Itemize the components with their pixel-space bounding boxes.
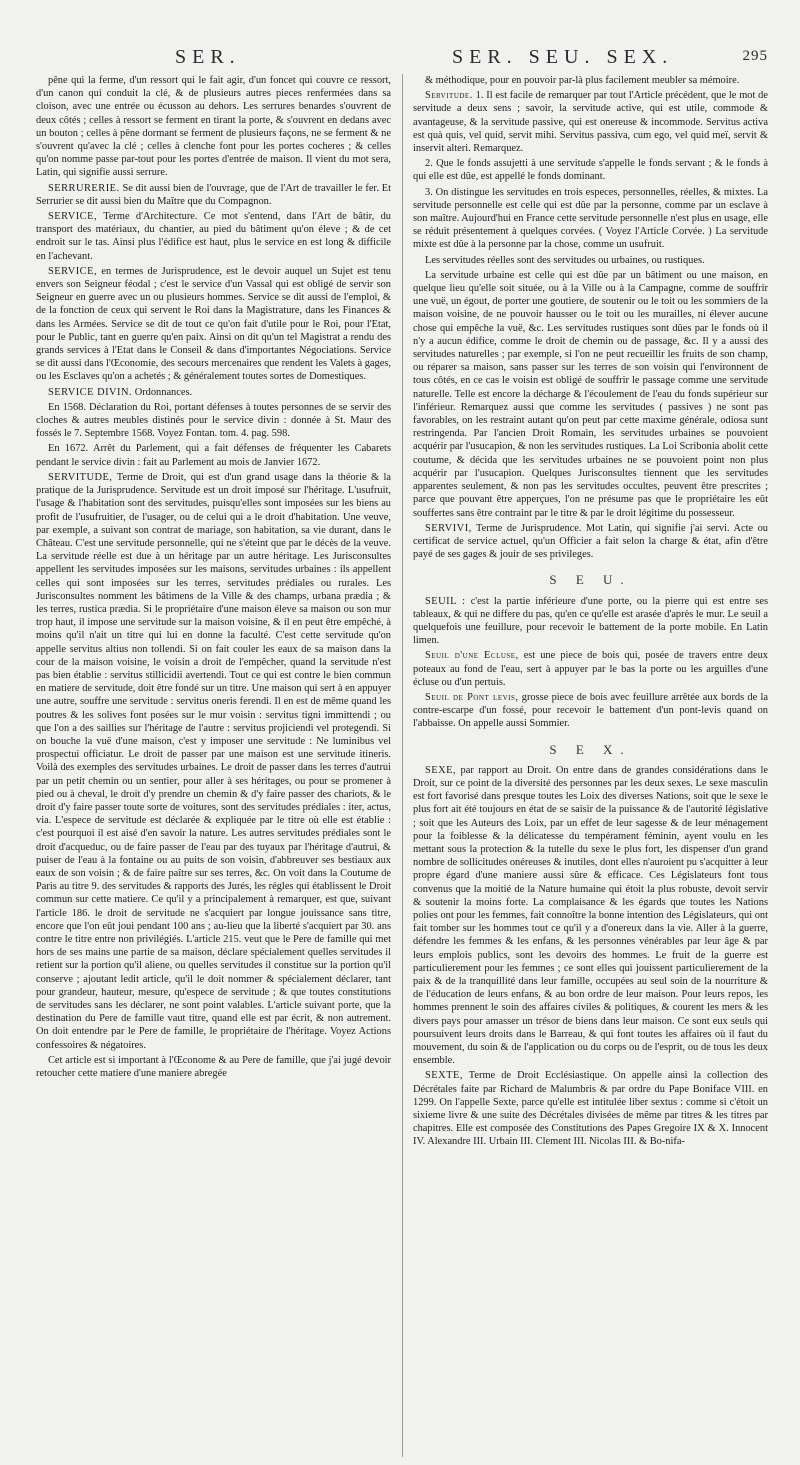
entry-headword: Servitude. [425,90,473,102]
entry-headword: SERVICE DIVIN. [48,386,133,398]
paragraph [36,386,391,399]
paragraph-text: 3. On distingue les servitudes en trois especes, personnelles, réelles, & mixtes. La servitude personnelle est celle qui est dûe par la personne, comme par un esclave à son maître. Aujourd'hui en France cette servitude personnelle n'est plus en usage, elle se réduit présentement à quelques corvées. ( Voyez l'Article Corvée. ) La servitude mixte est dûe à la personne par la chose, comme un usufruit. [413,186,768,251]
right-column [413,74,768,1457]
paragraph [36,182,391,208]
text-columns [36,74,768,1457]
paragraph [413,269,768,520]
running-head [0,46,800,70]
paragraph-text: est une piece de bois qui, posée de travers entre deux poteaux au fond de l'eau, sert à appuyer par le bas la porte ou les arguilles d'une écluse ou d'un pertuis. [413,650,768,688]
paragraph [413,595,768,648]
entry-headword: Seuil d'une Ecluse, [425,650,519,662]
paragraph [413,522,768,562]
paragraph [36,401,391,441]
paragraph [413,691,768,731]
paragraph [413,89,768,155]
paragraph [413,254,768,267]
entry-headword: SEXTE, [425,1070,463,1082]
entry-headword: SERVICE, [48,265,98,277]
left-column [36,74,391,1457]
entry-headword: SEXE, [425,764,457,776]
paragraph-text: En 1568. Déclaration du Roi, portant défenses à toutes personnes de se servir des cloches & autres meubles distinés pour le service divin : donnée à St. Maur des fossés le 7. Septembre 1568. Voyez Fontan. tom. 4. pag. 598. [36,401,391,440]
paragraph [413,74,768,87]
paragraph-text: Terme de Droit Ecclésiastique. On appelle ainsi la collection des Décrétales faite par Richard de Malumbris & par ordre du Pape Boniface VIII. en 1299. On l'appelle Sexte, parce qu'elle est intitulée liber sextus : comme si c'étoit un sixieme livre & une suite des Décrétales divisées de même par titres & les titres par chapitres. Elle est composée des Constitutions des Papes Gregoire IX & X. Innocent IV. Alexandre III. Urbain III. Clement III. Nicolas III. & Bo-nifa- [413,1070,768,1148]
paragraph [413,186,768,252]
paragraph [36,210,391,263]
entry-headword: SERVICE, [48,211,98,223]
running-head-right: SER. SEU. SEX. [452,46,674,68]
paragraph-text: c'est la partie inférieure d'une porte, ou la pierre qui est entre ses tableaux, & qui ne differe du pas, qu'en ce qu'elle est arasée d'après le mur. Le seuil a quelquefois une feuillure, pour recevoir le battement de la porte mobile. En Latin limen. [413,595,768,647]
entry-headword: Seuil de Pont levis, [425,691,519,703]
running-head-left: SER. [175,46,241,68]
paragraph-text: Cet article est si important à l'Œconome & au Pere de famille, que j'ai jugé devoir retoucher cette matiere d'une maniere abregée [36,1054,391,1080]
section-heading: S E U. [549,572,632,588]
paragraph [36,471,391,1052]
paragraph-text: 1. Il est facile de remarquer par tout l'Article précédent, que le mot de servitude a deux sens ; savoir, la servitude active, qui est utile, commode & avantageuse, & la servitude passive, qui est onereuse & incommode. Servitus activa est quà quis, vel quid, servit mihi. Servitus passiva, cum ego, vel quid meï, servit & inservit alteri. Remarquez. [413,90,768,155]
paragraph-text: La servitude urbaine est celle qui est dûe par un bâtiment ou une maison, en quelque lieu qu'elle soit située, ou à la Ville ou à la Campagne, comme de souffrir une vuë, un égout, de porter une goutiere, de soutenir ou le toit ou les sommiers de la maison voisine, de ne pouvoir hausser ou le toit ou les murailles, ni élever aucune chose qui empêche la vuë, &c. Les servitudes rustiques sont dûes par le fonds où il n'y a aucun édifice, comme le droit de chemin ou de passage, &c. Il y a aussi des servitudes naturelles ; par exemple, si l'on ne peut recueillir les fruits de son champ, ou réparer sa maison, sans passer sur les terres de son voisin qui l'environnent de tous côtés, en ce cas le voisin est obligé de souffrir le passage comme une servitude naturelle. Telle est encore la décharge & l'écoulement de l'eau du fonds supérieur sur l'inférieur. Remarquez aussi que comme les servitudes ( passives ) ne sont pas favorables, on les restraint autant qu'on peut par cette maxime générale, odiosa sunt restringenda. Par l'ancien Droit Romain, les servitudes urbaines se pouvoient acquérir par l'usucapion, & non les servitudes rustiques. La Loi Scribonia abolit cette coutume, & décida que les servitudes urbaines ne se pouvoient point non plus acquérir par l'usucapion. Quelques Jurisconsultes tiennent que les servitudes apparentes seulement, & non pas les servitudes occultes, peuvent être prescrites ; parce que pouvant être apperçues, l'on ne présume pas que le propriétaire les eût souffertes sans être contraint par le titre & par le droit légitime du possesseur. [413,269,768,519]
paragraph-text: Terme de Jurisprudence. Mot Latin, qui signifie j'ai servi. Acte ou certificat de service actuel, qu'un Officier a fait selon la charge & état, afin d'être payé de ses gages & jouir de ses privileges. [413,522,768,561]
page-number: 295 [742,48,768,64]
entry-headword: SERRURERIE. [48,182,120,194]
paragraph [413,1069,768,1148]
paragraph [36,442,391,468]
column-divider [402,74,403,1457]
paragraph-text: Terme d'Architecture. Ce mot s'entend, dans l'Art de bâtir, du transport des matériaux, du chantier, au pied du bâtiment qu'on éleve ; & de cet endroit sur le tas. Ainsi plus l'édifice est haut, plus le service en est long & difficile en l'achevant. [36,211,391,262]
paragraph [36,265,391,384]
paragraph-text: grosse piece de bois avec feuillure arrêtée aux bords de la contre-escarpe d'un fossé, pour recevoir le battement d'un pont-levis quand on l'abbaisse. On appelle aussi Sommier. [413,691,768,730]
paragraph-text: Les servitudes réelles sont des servitudes ou urbaines, ou rustiques. [425,254,705,266]
paragraph-text: En 1672. Arrêt du Parlement, qui a fait défenses de fréquenter les Cabarets pendant le service divin : fait au Parlement au mois de Janvier 1672. [36,443,391,468]
paragraph [413,157,768,183]
paragraph-text: Terme de Droit, qui est d'un grand usage dans la théorie & la pratique de la Jurisprudence. Servitude est un droit imposé sur l'héritage. L'usufruit, l'usage & l'habitation sont des servitudes, puisqu'elles sont imposées sur les biens au profit de l'usufruitier, de l'usager, ou de celui qui a le droit d'habitation. Une veuve, par exemple, a suivant son contrat de mariage, son habitation, sa vie durant, dans le Château. C'est une servitude personnelle, qui ne s'éteint que par le décès de la veuve. La servitude réelle est due à un héritage par un autre héritage. Les Jurisconsultes appellent les servitudes imposées sur les maisons, servitudes urbaines : ils appellent celles qui sont imposées sur les terres, servitudes prédiales ou rurales. Les Jurisconsultes nomment les bâtimens de la Ville & des champs, urbana prædia ; & les terres, rustica prædia. Si le propriétaire d'une maison éleve sa maison ou son mur trop haut, il impose une servitude sur la maison voisine, & il en peut être empêché, à moins qu'il n'ait un titre qui lui en donne la faculté. C'est cette servitude qu'on appelle servitus altius non tollendi. Si on fait couler les eaux de sa maison dans la cour de la maison voisine, le voisin a droit de l'empêcher, quand la servitude n'est pas bien établie : servitus stillicidii avertendi. Tout ce qui est contre le bien commun en matiere de servitude, doit être fondé sur un titre. Une maison qui sert à en appuyer une autre, souffre une servitude : servitus oneris ferendi. Il en est de même quand les poutres & les solives font posées sur le mur voisin : servitus tigni immittendi ; ou que l'on a des saillies sur l'héritage de l'autre : servitus projiciendi vel protegendi. Si on bouche la vuë d'une maison, c'est y imposer une servitude : Ne luminibus vel prospectui officiatur. Le droit de passer par une maison est une servitude itineris. Voilà des exemples des servitudes urbaines. Le droit de passer dans les terres d'autrui par un petit chemin ou un sentier, pour aller à ses héritages, ou pour se promener à pied ou à cheval, le droit d'y prendre un chemin & d'y faire passer des chariots, & le droit d'y faire passer toute sorte de voitures, sont des servitudes prédiales : iter, actus, via. L'espece de servitude est déclarée & expliquée par le titre où elle est établie : c'est pourquoi il est aisé d'en savoir la nature. Les autres servitudes prédiales sont le droit d'acqueduc, ou de faire passer de l'eau par des tuyaux par l'héritage d'autrui, & puiser de l'eau à la fontaine ou au puits de son voisin, d'abbreuver ses bestiaux aux eaux de son voisin ; & de faire paître sur ses terres, &c. On voit dans la Coutume de Paris au titre 9. des servitudes & rapports des Jurés, les régles qui établissent le Droit commun sur cette matiere. Ce qu'il y a principalement à remarquer, est que, suivant l'article 186. le droit de servitude ne s'acquiert par longue jouissance sans titre, encore que l'on eût joui pendant 100 ans ; au-lieu que la liberté s'acquiert par 30. ans contre le titre entre non privilégiés. L'article 215. veut que le Pere de famille qui met hors de ses mains une partie de sa maison, déclare spécialement quelles servitudes il retient sur la portion qu'il aliene, ou quelles servitudes il constitue sur la portion qu'il conserve ; ajoutant ledit article, qu'il le doit nommer & spécialement déclarer, tant pour grandeur, hauteur, mesure, qu'espece de servitude ; & que toutes constitutions de servitudes sans les déclarer, ne sont point valables. L'article suivant porte, que la destination du Pere de famille vaut titre, quand elle est par écrit, & non autrement. On doit entendre par le Pere de famille, le propriétaire de l'héritage. Voyez Actions confessoires & négatoires. [36,471,391,1051]
entry-headword: SERVITUDE, [48,471,113,483]
paragraph-text: Se dit aussi bien de l'ouvrage, que de l'Art de travailler le fer. Et Serrurier se dit aussi bien du Maître que du Compagnon. [36,182,391,207]
paragraph-text: Ordonnances. [134,386,193,398]
paragraph-text: par rapport au Droit. On entre dans de grandes considérations dans le Droit, sur ce point de la diversité des personnes par les deux sexes. Le sexe masculin est fort favorisé dans presque toutes les Loix des diverses Nations, soit que le sexe le plus fort ait été toujours en état de se saisir de la puissance & de l'autorité législative ; soit que les Auteurs des Loix, par un effet de leur sagesse & de leur ménagement pour la foiblesse & la délicatesse du tempérament féminin, ayent voulu en les mettant sous la protection & la tutelle du sexe le plus fort, les dispenser d'un grand nombre de sollicitudes onéreuses & inutiles, dont elles n'auroient pu s'acquitter à leur propre égard d'une maniere aussi sûre & efficace. Ces Législateurs font tous convenus que la moitié de la Nature humaine qui étoit la plus robuste, devoit servir & soutenir la moins forte. La complaisance & les égards que toutes les Nations polies ont pour les femmes, fait connoître la bonne intention des Législateurs, qui ont fait tomber sur les hommes tout ce qu'il y a d'onereux dans la vie. Aller à la guerre, défendre les femmes & les enfans, & les personnes vénérables par leur âge & par leurs emplois publics, sont les devoirs des hommes. Le fruit de la guerre est particulierement pour les femmes ; ce sont elles qui jouissent particulierement de la paix & de la tranquillité dans leur famille, occupées au seul soin de la nourriture & de l'éducation de leurs enfans, & au bon ordre de leur maison. Pour leurs repos, les hommes prennent le soin des affaires civiles & politiques, & courent les mers & les divers pays pour amasser un trésor de biens dans leur maison. Ce sont eux seuls qui poursuivent leurs droits dans le Barreau, & qui font toutes les affaires où il faut du mouvement, du soin & de l'application ou du corps ou de l'esprit, ou de tous les deux ensemble. [413,764,768,1067]
paragraph [36,1054,391,1080]
entry-headword: SEUIL : [425,595,466,607]
section-heading: S E X. [549,741,632,757]
paragraph-text: 2. Que le fonds assujetti à une servitude s'appelle le fonds servant ; & le fonds à qui elle est dûe, est appellé le fonds dominant. [413,158,768,183]
paragraph [413,649,768,689]
paragraph [413,764,768,1068]
paragraph-text: en termes de Jurisprudence, est le devoir auquel un Sujet est tenu envers son Seigneur féodal ; c'est le service d'un Vassal qui est obligé de servir son Seigneur en guerre avec un ou plusieurs hommes. Service se dit aussi de l'emploi, & de la fonction de ceux qui servent le Roi dans la Magistrature, dans les Finances & dans les Armées. Service se dit de tout ce qu'on fait d'utile pour le Roi, pour l'Etat, pour le Public, tant en guerre qu'en paix. Ainsi on dit qu'un tel Magistrat a rendu des grands services à l'Etat dans le Conseil & dans d'importantes Négociations. Service se dit aussi dans l'Œconomie, des secours mercenaires que rendent les Valets à gages, ou les Esclaves qu'on a achetés ; & généralement toutes sortes de Domestiques. [36,265,391,383]
paragraph [36,74,391,180]
paragraph-text: & méthodique, pour en pouvoir par-là plus facilement meubler sa mémoire. [425,75,740,86]
paragraph-text: pêne qui la ferme, d'un ressort qui le fait agir, d'un foncet qui couvre ce ressort, d'un canon qui conduit la clé, & de plusieurs autres pieces renfermées dans sa cloison, avec une entrée ou écusson au dehors. Les serrures benardes s'ouvrent de deux côtés ; celles à ressort se ferment en tirant la porte, & s'ouvrent en dedans avec un bouton ; celles à pêne dormant se ferment de plusieurs façons, ne se ferment & ne s'ouvrent qu'avec la clé ; celles à clenche font pour les portes cocheres ; & celles qu'on nomme passe par-tout pour les portes d'entrée de maison. Il vient du mot sera, Latin, qui signifie aussi serrure. [36,75,391,179]
entry-headword: SERVIVI, [425,522,472,534]
